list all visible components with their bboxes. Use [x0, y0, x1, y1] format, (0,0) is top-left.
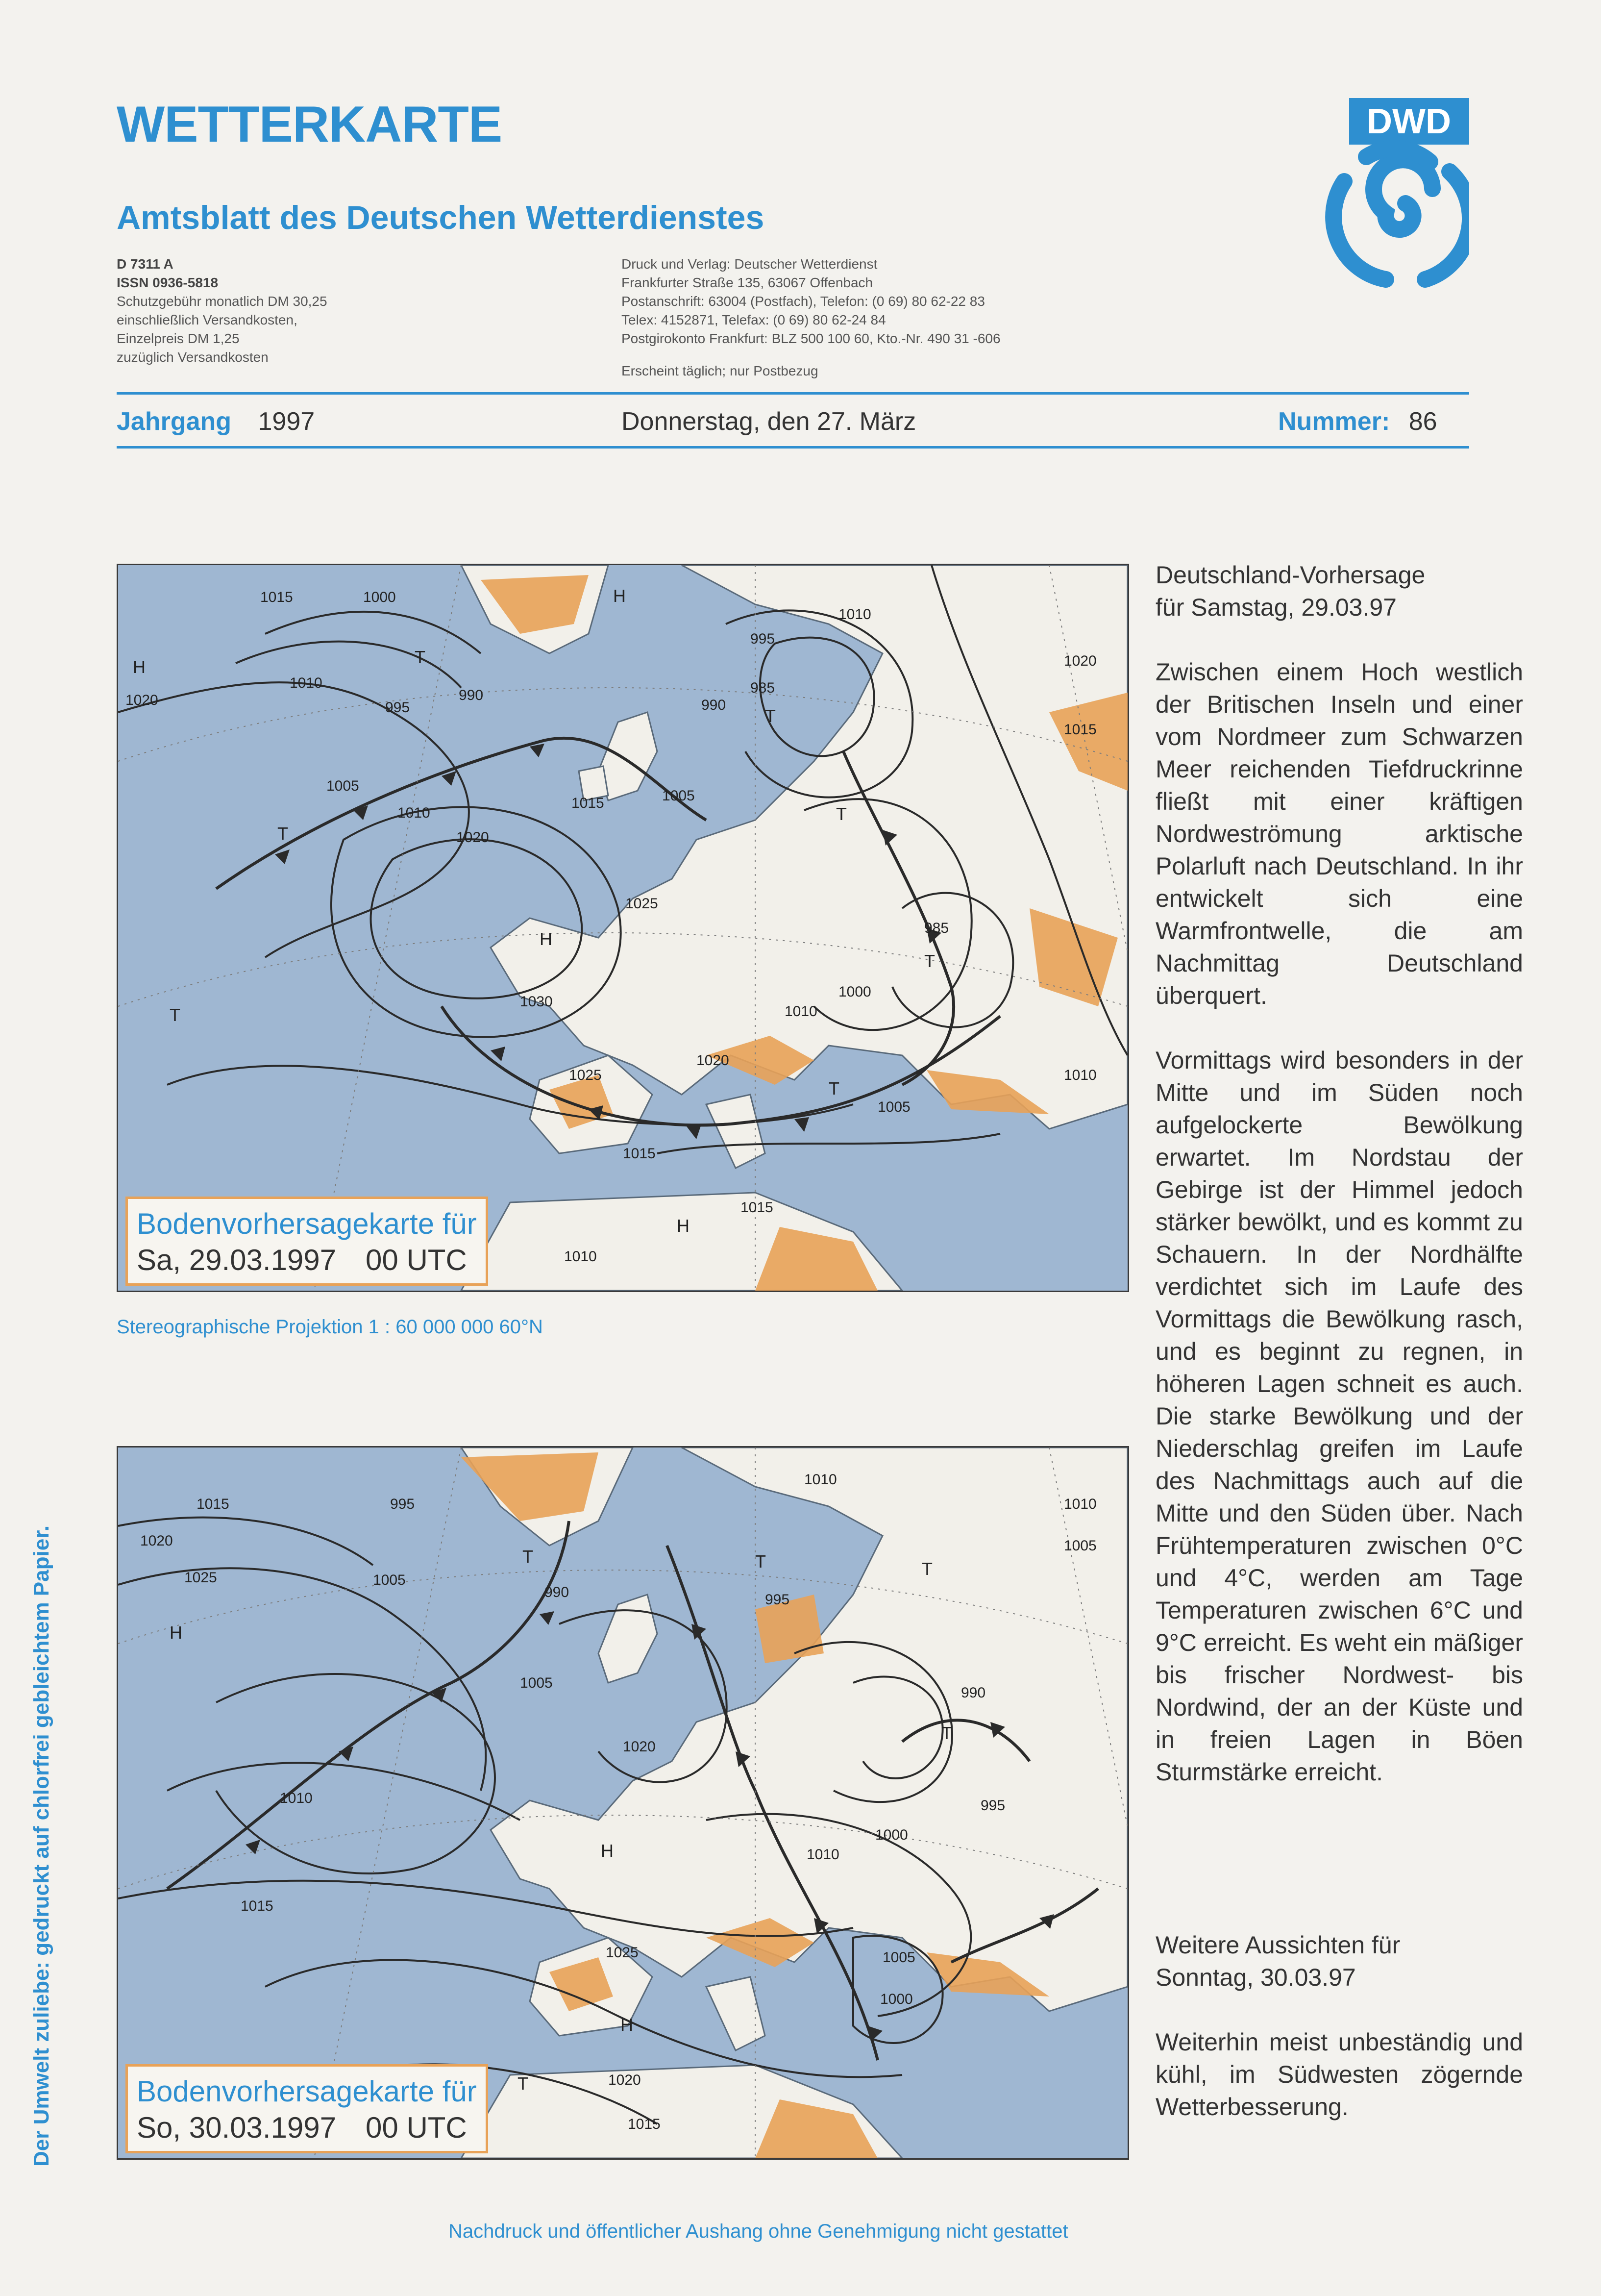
svg-text:1025: 1025 — [569, 1067, 602, 1083]
dwd-logo — [1307, 98, 1469, 304]
fee-line: einschließlich Versandkosten, — [117, 312, 297, 327]
svg-text:1020: 1020 — [125, 692, 158, 708]
svg-text:1020: 1020 — [608, 2072, 641, 2088]
svg-text:990: 990 — [701, 697, 726, 713]
forecast-paragraph: Zwischen einem Hoch westlich der Britischen Inseln und einer vom Nordmeer zum Schwarzen Meer reichenden Tiefdruckrinne fließt mit einer kräftigen Nordweströmung arktische Polarluft nach Deutschland. In ihr entwickelt sich eine Warmfrontwelle, die am Nachmittag Deutschland überquert. — [1156, 658, 1523, 1009]
outlook-column — [1156, 1929, 1523, 2123]
svg-text:1020: 1020 — [1064, 653, 1097, 669]
svg-text:1025: 1025 — [625, 896, 658, 912]
svg-text:T: T — [765, 706, 776, 726]
svg-text:995: 995 — [385, 699, 410, 716]
forecast-map-saturday — [117, 564, 1129, 1292]
issn: ISSN 0936-5818 — [117, 275, 219, 290]
svg-text:990: 990 — [544, 1584, 569, 1600]
publisher-line: Erscheint täglich; nur Postbezug — [621, 363, 818, 378]
page-title: WETTERKARTE — [117, 96, 502, 153]
svg-text:1010: 1010 — [290, 675, 322, 691]
svg-text:H: H — [133, 657, 146, 677]
svg-text:1015: 1015 — [197, 1496, 229, 1512]
issue-date: Donnerstag, den 27. März — [621, 407, 916, 436]
svg-text:1010: 1010 — [564, 1248, 597, 1265]
svg-text:990: 990 — [961, 1685, 986, 1701]
svg-text:1000: 1000 — [838, 984, 871, 1000]
svg-text:T: T — [755, 1551, 766, 1572]
nummer-label: Nummer: — [1278, 407, 1390, 436]
copyright-footer: Nachdruck und öffentlicher Aushang ohne Genehmigung nicht gestattet — [448, 2221, 1068, 2242]
svg-text:1020: 1020 — [696, 1052, 729, 1069]
jahrgang-label: Jahrgang — [117, 407, 232, 436]
forecast-paragraph: Vormittags wird besonders in der Mitte und im Süden noch aufgelockerte Bewölkung erwartet. Im Nordstau der Gebirge ist der Himmel jedoch stärker bewölkt, und es kommt zu Schauern. In der Nordhälfte verdichtet sich im Laufe des Vormittags die Bewölkung rasch, und es beginnt zu regnen, in höheren Lagen schneit es auch. Die starke Bewölkung und der Niederschlag greifen im Laufe des Nachmittags auch auf die Mitte und den Süden über. Nach Frühtemperaturen zwischen 0°C und 4°C, werden am Tage Temperaturen zwischen 6°C und 9°C erreicht. Es weht ein mäßiger bis frischer Nordwest- bis Nordwind, der an der Küste und in freien Lagen in Böen Sturmstärke erreicht. — [1156, 1047, 1523, 1786]
map1-caption-title: Bodenvorhersagekarte für — [137, 1207, 477, 1240]
svg-text:H: H — [613, 586, 626, 606]
map2-graphic — [118, 1447, 1128, 2158]
svg-text:T: T — [941, 1723, 952, 1743]
svg-text:1005: 1005 — [1064, 1538, 1097, 1554]
svg-text:T: T — [170, 1005, 180, 1025]
environment-note: Der Umwelt zuliebe: gedruckt auf chlorfrei gebleichtem Papier. — [29, 1525, 53, 2167]
publisher-line: Frankfurter Straße 135, 63067 Offenbach — [621, 275, 873, 290]
svg-text:T: T — [522, 1547, 533, 1567]
map2-caption-title: Bodenvorhersagekarte für — [137, 2075, 477, 2108]
svg-text:1010: 1010 — [838, 606, 871, 623]
svg-text:1015: 1015 — [241, 1898, 273, 1914]
svg-text:T: T — [277, 824, 288, 844]
publisher-line: Druck und Verlag: Deutscher Wetterdienst — [621, 256, 878, 272]
nummer-value: 86 — [1408, 407, 1437, 436]
svg-text:H: H — [620, 2015, 633, 2035]
svg-text:T: T — [922, 1559, 933, 1579]
outlook-heading-date: Sonntag, 30.03.97 — [1156, 1964, 1356, 1991]
svg-text:1015: 1015 — [628, 2116, 661, 2132]
map1-graphic — [118, 565, 1128, 1291]
fee-line: Schutzgebühr monatlich DM 30,25 — [117, 294, 327, 309]
svg-text:1010: 1010 — [785, 1003, 817, 1020]
svg-text:T: T — [517, 2073, 528, 2094]
svg-text:1005: 1005 — [520, 1675, 553, 1691]
svg-text:1030: 1030 — [520, 994, 553, 1010]
svg-text:1005: 1005 — [878, 1099, 911, 1115]
svg-text:1005: 1005 — [662, 788, 695, 804]
logo-text: DWD — [1367, 102, 1451, 141]
svg-text:990: 990 — [459, 687, 484, 703]
svg-text:1010: 1010 — [280, 1790, 313, 1806]
fee-line: Einzelpreis DM 1,25 — [117, 331, 240, 346]
svg-text:T: T — [836, 804, 847, 824]
svg-text:1010: 1010 — [397, 805, 430, 821]
svg-text:1010: 1010 — [804, 1472, 837, 1488]
svg-text:995: 995 — [390, 1496, 415, 1512]
svg-text:985: 985 — [924, 920, 949, 936]
issue-bar — [117, 402, 1469, 446]
svg-text:1000: 1000 — [875, 1827, 908, 1843]
svg-text:1010: 1010 — [807, 1847, 839, 1863]
svg-text:1010: 1010 — [1064, 1496, 1097, 1512]
map2-caption — [125, 2064, 488, 2153]
publisher-line: Postanschrift: 63004 (Postfach), Telefon: (0 69) 80 62-22 83 — [621, 294, 985, 309]
forecast-heading: Deutschland-Vorhersage — [1156, 561, 1426, 589]
svg-text:1025: 1025 — [184, 1570, 217, 1586]
svg-text:1000: 1000 — [880, 1991, 913, 2007]
page-subtitle: Amtsblatt des Deutschen Wetterdienstes — [117, 199, 764, 236]
svg-text:995: 995 — [750, 631, 775, 647]
logo-swirl — [1333, 149, 1469, 279]
outlook-heading: Weitere Aussichten für — [1156, 1931, 1401, 1959]
jahrgang-value: 1997 — [258, 407, 315, 436]
svg-text:H: H — [540, 929, 552, 949]
svg-text:1005: 1005 — [326, 778, 359, 794]
svg-text:1020: 1020 — [456, 829, 489, 846]
fee-line: zuzüglich Versandkosten — [117, 349, 269, 365]
forecast-map-sunday — [117, 1446, 1129, 2160]
svg-text:T: T — [415, 647, 425, 667]
svg-text:985: 985 — [750, 680, 775, 696]
svg-text:H: H — [677, 1216, 690, 1236]
forecast-column — [1156, 559, 1523, 1788]
svg-text:1015: 1015 — [571, 795, 604, 811]
top-rule — [117, 392, 1469, 395]
svg-text:1020: 1020 — [140, 1533, 173, 1549]
svg-text:1020: 1020 — [623, 1739, 656, 1755]
svg-text:1015: 1015 — [740, 1199, 773, 1216]
svg-text:1005: 1005 — [373, 1572, 406, 1588]
svg-text:T: T — [924, 951, 935, 971]
forecast-heading-date: für Samstag, 29.03.97 — [1156, 594, 1397, 621]
svg-text:995: 995 — [765, 1592, 790, 1608]
outlook-paragraph: Weiterhin meist unbeständig und kühl, im Südwesten zögernde Wetterbesserung. — [1156, 2028, 1523, 2121]
svg-text:1015: 1015 — [623, 1146, 656, 1162]
map1-caption — [125, 1197, 488, 1286]
svg-text:H: H — [601, 1841, 614, 1861]
svg-text:1015: 1015 — [1064, 722, 1097, 738]
map1-caption-date: Sa, 29.03.1997 00 UTC — [137, 1244, 467, 1276]
svg-text:995: 995 — [981, 1797, 1006, 1814]
publisher-line: Postgirokonto Frankfurt: BLZ 500 100 60, Kto.-Nr. 490 31 -606 — [621, 331, 1001, 346]
svg-text:1005: 1005 — [883, 1949, 915, 1966]
svg-text:1010: 1010 — [1064, 1067, 1097, 1083]
svg-text:H: H — [170, 1622, 182, 1643]
svg-text:T: T — [829, 1078, 839, 1098]
map2-caption-date: So, 30.03.1997 00 UTC — [137, 2111, 467, 2144]
svg-text:1015: 1015 — [260, 589, 293, 605]
svg-text:1025: 1025 — [606, 1945, 639, 1961]
bottom-rule — [117, 446, 1469, 449]
svg-text:1000: 1000 — [363, 589, 396, 605]
publisher-info — [621, 255, 1001, 380]
publication-info — [117, 255, 327, 367]
projection-note: Stereographische Projektion 1 : 60 000 000 60°N — [117, 1316, 543, 1338]
publisher-line: Telex: 4152871, Telefax: (0 69) 80 62-24 84 — [621, 312, 886, 327]
publication-code: D 7311 A — [117, 256, 173, 272]
